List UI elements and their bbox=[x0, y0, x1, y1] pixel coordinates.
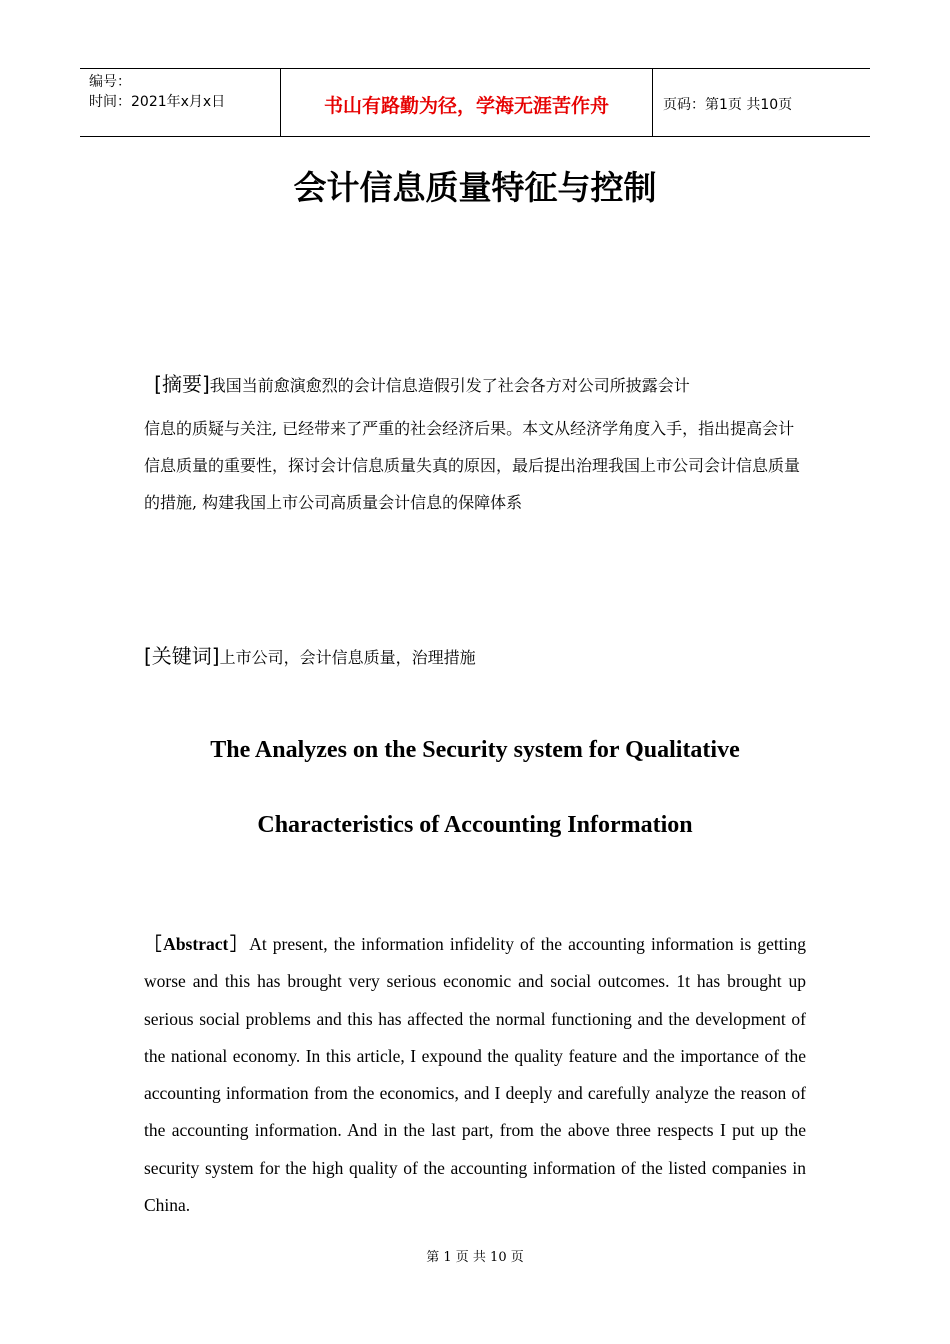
abstract-en bbox=[144, 926, 806, 1224]
serial-label: 编号： bbox=[89, 74, 131, 90]
header-page-info: 页码：第1页 共10页 bbox=[663, 97, 793, 113]
abstract-zh-body: 信息的质疑与关注, 已经带来了严重的社会经济后果。本文从经济学角度入手，指出提高会计信息质量的重要性，探讨会计信息质量失真的原因，最后提出治理我国上市公司会计信息质量的措施, 构建我国上市公司高质量会计信息的保障体系 bbox=[144, 419, 801, 512]
time-label: 时间：2021年x月x日 bbox=[89, 94, 226, 110]
abstract-en-text: At present, the information infidelity of the accounting information is getting worse and this has brought very serious economic and social outcomes. 1t has brought up serious social problems and this has affected the normal functioning and the development of the national economy. In this article, I expound the quality feature and the importance of the accounting information from the economics, and I deeply and carefully analyze the reason of the accounting information. And in the last part, from the above three respects I put up the security system for the high quality of the accounting information of the listed companies in China. bbox=[144, 934, 806, 1216]
page-header bbox=[80, 68, 870, 137]
document-title: 会计信息质量特征与控制 bbox=[293, 168, 657, 207]
abstract-zh-first-text: 我国当前愈演愈烈的会计信息造假引发了社会各方对公司所披露会计 bbox=[209, 376, 690, 395]
abstract-en-tag: ［Abstract］ bbox=[144, 934, 250, 954]
english-title-line-1: The Analyzes on the Security system for Qualitative bbox=[210, 737, 740, 763]
abstract-zh-first-line bbox=[144, 366, 806, 404]
abstract-zh-tag: [摘要] bbox=[154, 372, 210, 396]
abstract-zh bbox=[144, 366, 806, 521]
header-meta bbox=[80, 69, 280, 136]
english-title-line-2: Characteristics of Accounting Information bbox=[257, 812, 693, 838]
keywords bbox=[144, 640, 806, 674]
page-footer: 第 1 页 共 10 页 bbox=[426, 1250, 524, 1265]
keywords-text: 上市公司，会计信息质量，治理措施 bbox=[219, 648, 476, 667]
keywords-tag: [关键词] bbox=[144, 644, 220, 668]
header-motto: 书山有路勤为径，学海无涯苦作舟 bbox=[280, 69, 653, 136]
